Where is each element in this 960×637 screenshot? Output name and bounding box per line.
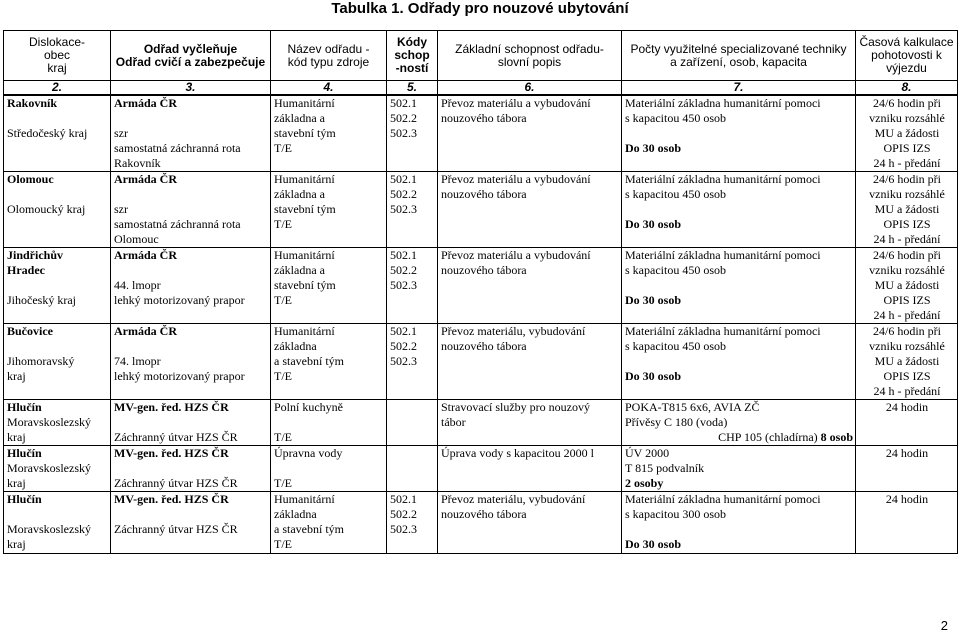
cell-line: 24 hodin	[885, 446, 929, 460]
table-row	[4, 400, 958, 446]
cell-line: 44. lmopr	[114, 278, 161, 292]
cell-line: 502.1	[390, 248, 417, 262]
cell-line: MU a žádosti	[874, 354, 940, 368]
cell-line: Hlučín	[7, 400, 42, 414]
cell-line: MU a žádosti	[874, 126, 940, 140]
cell-line: Úpravna vody	[274, 446, 343, 460]
cell-line: 502.3	[390, 126, 417, 140]
provider-cell	[111, 172, 271, 248]
table-body	[4, 95, 958, 554]
codes-cell	[387, 400, 438, 446]
cell-line: Úprava vody s kapacitou 2000 l	[441, 446, 594, 460]
cell-line	[625, 278, 853, 293]
cell-line: nouzového tábora	[441, 263, 527, 277]
cell-line: MV-gen. řed. HZS ČR	[114, 446, 229, 460]
cell-line	[114, 415, 268, 430]
cell-line: Armáda ČR	[114, 248, 177, 262]
cell-line: 502.3	[390, 202, 417, 216]
cell-line: základna a	[274, 263, 325, 277]
table-row	[4, 95, 958, 172]
codes-cell	[387, 492, 438, 554]
provider-cell	[111, 446, 271, 492]
cell-line: Moravskoslezský	[7, 461, 91, 475]
table-row	[4, 446, 958, 492]
equipment-cell	[622, 446, 856, 492]
cell-line: s kapacitou 450 osob	[625, 339, 726, 353]
cell-line: Do 30 osob	[625, 141, 682, 155]
cell-line	[7, 507, 108, 522]
cell-line	[625, 126, 853, 141]
cell-line: T/E	[274, 141, 292, 155]
equipment-cell	[622, 248, 856, 324]
cell-line: vzniku rozsáhlé	[869, 111, 945, 125]
cell-line: Převoz materiálu a vybudování	[441, 248, 591, 262]
unit-name-cell	[271, 248, 387, 324]
cell-line: vzniku rozsáhlé	[869, 263, 945, 277]
cell-line: szr	[114, 202, 128, 216]
cell-line: Olomouc	[114, 232, 159, 246]
location-cell	[4, 324, 111, 400]
cell-line: Olomouc	[7, 172, 54, 186]
cell-line: 502.3	[390, 278, 417, 292]
capability-cell	[438, 172, 622, 248]
unit-name-cell	[271, 400, 387, 446]
column-number: 6.	[438, 81, 622, 96]
location-cell	[4, 400, 111, 446]
unit-name-cell	[271, 492, 387, 554]
cell-line: a stavební tým	[274, 354, 344, 368]
cell-line: Armáda ČR	[114, 172, 177, 186]
header-equipment-counts: Počty využitelné specializované techniky a zařízení, osob, kapacita	[622, 31, 856, 81]
cell-line: samostatná záchranná rota	[114, 217, 241, 231]
cell-line: Humanitární	[274, 492, 335, 506]
cell-line	[274, 461, 384, 476]
cell-line: 502.2	[390, 263, 417, 277]
cell-line	[625, 202, 853, 217]
cell-line: Polní kuchyně	[274, 400, 343, 414]
capability-cell	[438, 446, 622, 492]
location-cell	[4, 95, 111, 172]
cell-line: 502.2	[390, 339, 417, 353]
provider-cell	[111, 492, 271, 554]
cell-line: 502.2	[390, 111, 417, 125]
cell-line: vzniku rozsáhlé	[869, 187, 945, 201]
unit-name-cell	[271, 446, 387, 492]
cell-line: 24/6 hodin při	[873, 172, 941, 186]
cell-line: tábor	[441, 415, 466, 429]
cell-line: 24 h - předání	[873, 156, 941, 170]
cell-line: s kapacitou 450 osob	[625, 187, 726, 201]
cell-line	[114, 263, 268, 278]
cell-line: Materiální základna humanitární pomoci	[625, 248, 821, 262]
readiness-cell	[856, 172, 958, 248]
cell-line: Materiální základna humanitární pomoci	[625, 492, 821, 506]
table-row	[4, 492, 958, 554]
cell-line: nouzového tábora	[441, 339, 527, 353]
cell-line: Materiální základna humanitární pomoci	[625, 96, 821, 110]
cell-line: Do 30 osob	[625, 293, 682, 307]
cell-line: Humanitární	[274, 324, 335, 338]
cell-line: nouzového tábora	[441, 187, 527, 201]
cell-line: Záchranný útvar HZS ČR	[114, 476, 238, 490]
cell-line: Přívěsy C 180 (voda)	[625, 415, 728, 429]
table-row	[4, 172, 958, 248]
cell-line-emphasis: 8 osob	[820, 430, 853, 444]
header-row	[4, 31, 958, 81]
capability-cell	[438, 248, 622, 324]
cell-line	[114, 339, 268, 354]
equipment-cell	[622, 492, 856, 554]
cell-line: kraj	[7, 369, 26, 383]
cell-line: stavební tým	[274, 278, 336, 292]
cell-line: Záchranný útvar HZS ČR	[114, 522, 238, 536]
cell-line: Rakovník	[7, 96, 58, 110]
codes-cell	[387, 324, 438, 400]
cell-line: Humanitární	[274, 248, 335, 262]
cell-line: kraj	[7, 476, 26, 490]
cell-line: Záchranný útvar HZS ČR	[114, 430, 238, 444]
header-capability-codes: Kódy schop -ností	[387, 31, 438, 81]
cell-line: Hlučín	[7, 492, 42, 506]
cell-line: POKA-T815 6x6, AVIA ZČ	[625, 400, 760, 414]
provider-cell	[111, 400, 271, 446]
cell-line: T/E	[274, 293, 292, 307]
cell-line: základna	[274, 339, 317, 353]
location-cell	[4, 172, 111, 248]
header-basic-capability: Základní schopnost odřadu- slovní popis	[438, 31, 622, 81]
cell-line: OPIS IZS	[883, 217, 931, 231]
cell-line: základna	[274, 507, 317, 521]
location-cell	[4, 446, 111, 492]
location-cell	[4, 492, 111, 554]
cell-line	[114, 507, 268, 522]
readiness-cell	[856, 492, 958, 554]
header-unit-provider: Odřad vyčleňuje Odřad cvičí a zabezpečuje	[111, 31, 271, 81]
capability-cell	[438, 400, 622, 446]
column-number: 2.	[4, 81, 111, 96]
cell-line: 502.1	[390, 324, 417, 338]
cell-line: lehký motorizovaný prapor	[114, 369, 245, 383]
column-number: 3.	[111, 81, 271, 96]
cell-line: 502.1	[390, 172, 417, 186]
units-table	[3, 30, 958, 554]
cell-line: MU a žádosti	[874, 278, 940, 292]
cell-line: OPIS IZS	[883, 369, 931, 383]
cell-line: MU a žádosti	[874, 202, 940, 216]
unit-name-cell	[271, 324, 387, 400]
cell-line: Hlučín	[7, 446, 42, 460]
cell-line: Jindřichův	[7, 248, 64, 262]
capability-cell	[438, 95, 622, 172]
readiness-cell	[856, 248, 958, 324]
cell-line: Do 30 osob	[625, 537, 682, 551]
unit-name-cell	[271, 95, 387, 172]
cell-line: Moravskoslezský	[7, 415, 91, 429]
table-row	[4, 324, 958, 400]
cell-line	[114, 187, 268, 202]
cell-line: 24/6 hodin při	[873, 248, 941, 262]
column-number: 8.	[856, 81, 958, 96]
cell-line: kraj	[7, 537, 26, 551]
cell-line: 24 h - předání	[873, 308, 941, 322]
cell-line: nouzového tábora	[441, 507, 527, 521]
equipment-cell	[622, 324, 856, 400]
column-number-row	[4, 81, 958, 96]
cell-line: Převoz materiálu a vybudování	[441, 172, 591, 186]
cell-line: kraj	[7, 430, 26, 444]
cell-line: samostatná záchranná rota	[114, 141, 241, 155]
equipment-cell	[622, 172, 856, 248]
cell-line	[625, 354, 853, 369]
provider-cell	[111, 324, 271, 400]
readiness-cell	[856, 324, 958, 400]
cell-line: Jihočeský kraj	[7, 293, 76, 307]
cell-line: MV-gen. řed. HZS ČR	[114, 400, 229, 414]
readiness-cell	[856, 95, 958, 172]
codes-cell	[387, 248, 438, 324]
cell-line: szr	[114, 126, 128, 140]
readiness-cell	[856, 400, 958, 446]
header-unit-name: Název odřadu - kód typu zdroje	[271, 31, 387, 81]
cell-line: Bučovice	[7, 324, 53, 338]
provider-cell	[111, 248, 271, 324]
cell-line: Převoz materiálu, vybudování	[441, 492, 586, 506]
capability-cell	[438, 492, 622, 554]
cell-line: Rakovník	[114, 156, 161, 170]
cell-line: Armáda ČR	[114, 96, 177, 110]
cell-line: základna a	[274, 187, 325, 201]
cell-line: Jihomoravský	[7, 354, 75, 368]
cell-line: 24 hodin	[885, 492, 929, 506]
cell-line: Moravskoslezský	[7, 522, 91, 536]
cell-line: OPIS IZS	[883, 141, 931, 155]
cell-line: s kapacitou 450 osob	[625, 263, 726, 277]
cell-line: MV-gen. řed. HZS ČR	[114, 492, 229, 506]
cell-line: Humanitární	[274, 172, 335, 186]
cell-line: nouzového tábora	[441, 111, 527, 125]
cell-line: 502.2	[390, 507, 417, 521]
cell-line: s kapacitou 300 osob	[625, 507, 726, 521]
capability-cell	[438, 324, 622, 400]
cell-line	[7, 187, 108, 202]
column-number: 5.	[387, 81, 438, 96]
cell-line: Do 30 osob	[625, 369, 682, 383]
readiness-cell	[856, 446, 958, 492]
cell-line: Humanitární	[274, 96, 335, 110]
cell-line: Do 30 osob	[625, 217, 682, 231]
cell-line: stavební tým	[274, 126, 336, 140]
cell-line: 2 osoby	[625, 476, 664, 490]
location-cell	[4, 248, 111, 324]
cell-line: základna a	[274, 111, 325, 125]
cell-line: 24 h - předání	[873, 232, 941, 246]
cell-line: Hradec	[7, 263, 45, 277]
cell-line: Armáda ČR	[114, 324, 177, 338]
cell-line: vzniku rozsáhlé	[869, 339, 945, 353]
codes-cell	[387, 95, 438, 172]
cell-line: stavební tým	[274, 202, 336, 216]
codes-cell	[387, 446, 438, 492]
cell-line	[7, 278, 108, 293]
cell-line	[7, 339, 108, 354]
cell-line: s kapacitou 450 osob	[625, 111, 726, 125]
cell-line: 502.2	[390, 187, 417, 201]
cell-line: T/E	[274, 476, 292, 490]
cell-line: 502.1	[390, 492, 417, 506]
page-number: 2	[940, 618, 948, 633]
column-number: 7.	[622, 81, 856, 96]
cell-line: T/E	[274, 537, 292, 551]
equipment-cell	[622, 95, 856, 172]
cell-line	[7, 111, 108, 126]
cell-line: Olomoucký kraj	[7, 202, 86, 216]
equipment-cell	[622, 400, 856, 446]
cell-line: 502.1	[390, 96, 417, 110]
cell-line: a stavební tým	[274, 522, 344, 536]
cell-line: 24 h - předání	[873, 384, 941, 398]
header-time-calculation: Časová kalkulace pohotovosti k výjezdu	[856, 31, 958, 81]
cell-line: 502.3	[390, 354, 417, 368]
cell-line	[625, 522, 853, 537]
cell-line	[114, 461, 268, 476]
cell-line: T/E	[274, 369, 292, 383]
cell-line: Středočeský kraj	[7, 126, 88, 140]
cell-line: Převoz materiálu a vybudování	[441, 96, 591, 110]
cell-line	[114, 111, 268, 126]
cell-line: T/E	[274, 430, 292, 444]
cell-line: 24/6 hodin při	[873, 324, 941, 338]
cell-line: Stravovací služby pro nouzový	[441, 400, 590, 414]
provider-cell	[111, 95, 271, 172]
header-dislocation: Dislokace- obec kraj	[4, 31, 111, 81]
cell-line: T 815 podvalník	[625, 461, 705, 475]
cell-line: 24 hodin	[885, 400, 929, 414]
cell-line: OPIS IZS	[883, 293, 931, 307]
table-row	[4, 248, 958, 324]
cell-line: Převoz materiálu, vybudování	[441, 324, 586, 338]
cell-line: Materiální základna humanitární pomoci	[625, 172, 821, 186]
unit-name-cell	[271, 172, 387, 248]
cell-line: CHP 105 (chladírna) 8 osob	[718, 430, 853, 444]
cell-line: 502.3	[390, 522, 417, 536]
cell-line: 24/6 hodin při	[873, 96, 941, 110]
cell-line: Materiální základna humanitární pomoci	[625, 324, 821, 338]
cell-line	[274, 415, 384, 430]
cell-line: ÚV 2000	[625, 446, 670, 460]
cell-line: 74. lmopr	[114, 354, 161, 368]
cell-line: lehký motorizovaný prapor	[114, 293, 245, 307]
cell-line: T/E	[274, 217, 292, 231]
column-number: 4.	[271, 81, 387, 96]
codes-cell	[387, 172, 438, 248]
table-title: Tabulka 1. Odřady pro nouzové ubytování	[331, 0, 629, 17]
